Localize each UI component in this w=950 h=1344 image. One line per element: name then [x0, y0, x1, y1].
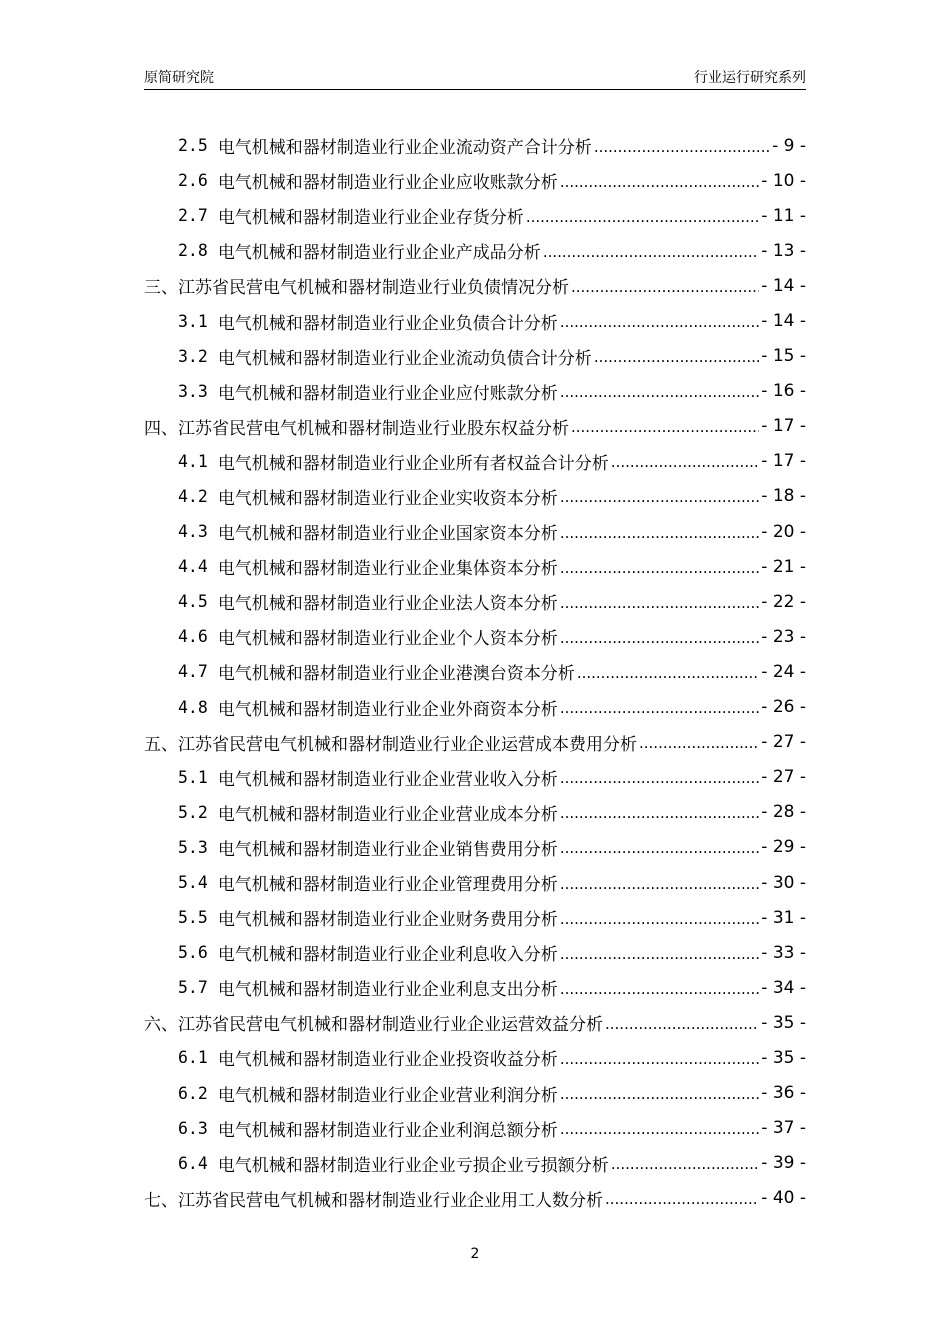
page-header: [144, 64, 806, 90]
toc-entry[interactable]: [144, 1040, 806, 1075]
toc-entry[interactable]: [144, 970, 806, 1005]
toc-entry-title: 三、江苏省民营电气机械和器材制造业行业负债情况分析: [144, 278, 569, 299]
toc-dot-leader: [560, 804, 759, 822]
toc-entry-title: 七、江苏省民营电气机械和器材制造业行业企业用工人数分析: [144, 1190, 603, 1211]
toc-entry-number: 4.5: [178, 592, 208, 612]
toc-entry-number: 3.2: [178, 346, 208, 366]
toc-entry-title: 电气机械和器材制造业行业企业港澳台资本分析: [217, 664, 575, 685]
toc-entry-title: 电气机械和器材制造业行业企业集体资本分析: [217, 559, 558, 580]
toc-entry[interactable]: [144, 409, 806, 444]
toc-dot-leader: [560, 1120, 759, 1138]
toc-entry[interactable]: [144, 303, 806, 338]
toc-entry-page: - 18 -: [761, 486, 806, 507]
toc-entry-page: - 35 -: [761, 1047, 806, 1068]
toc-entry-title: 电气机械和器材制造业行业企业负债合计分析: [217, 313, 558, 334]
toc-entry-number: 4.1: [178, 451, 208, 471]
toc-entry-number: 6.1: [178, 1048, 208, 1068]
toc-entry-number: 4.8: [178, 697, 208, 717]
toc-entry-number: 5.3: [178, 837, 208, 857]
toc-entry-number: 6.3: [178, 1118, 208, 1138]
toc-entry[interactable]: [144, 549, 806, 584]
toc-entry[interactable]: [144, 795, 806, 830]
toc-entry[interactable]: [144, 128, 806, 163]
toc-dot-leader: [560, 769, 759, 787]
toc-dot-leader: [560, 559, 759, 577]
toc-dot-leader: [571, 278, 759, 296]
toc-entry[interactable]: [144, 198, 806, 233]
toc-dot-leader: [526, 208, 759, 226]
toc-entry-title: 四、江苏省民营电气机械和器材制造业行业股东权益分析: [144, 418, 569, 439]
toc-entry-page: - 29 -: [761, 837, 806, 858]
toc-dot-leader: [560, 524, 759, 542]
toc-entry-title: 电气机械和器材制造业行业企业利润总额分析: [217, 1120, 558, 1141]
toc-entry[interactable]: [144, 1181, 806, 1216]
toc-dot-leader: [560, 699, 759, 717]
toc-entry[interactable]: [144, 268, 806, 303]
toc-entry[interactable]: [144, 374, 806, 409]
toc-entry[interactable]: [144, 1005, 806, 1040]
header-org-name: 原简研究院: [144, 70, 214, 86]
toc-entry[interactable]: [144, 1111, 806, 1146]
toc-dot-leader: [560, 1085, 759, 1103]
toc-entry[interactable]: [144, 1076, 806, 1111]
toc-entry-number: 5.1: [178, 767, 208, 787]
toc-entry-page: - 20 -: [761, 521, 806, 542]
toc-entry[interactable]: [144, 760, 806, 795]
toc-entry[interactable]: [144, 935, 806, 970]
toc-entry-page: - 22 -: [761, 591, 806, 612]
page-number: 2: [470, 1246, 480, 1262]
toc-entry-number: 5.5: [178, 908, 208, 928]
toc-entry-page: - 14 -: [761, 275, 806, 296]
toc-entry-title: 电气机械和器材制造业行业企业营业收入分析: [217, 769, 558, 790]
toc-dot-leader: [560, 1050, 759, 1068]
toc-dot-leader: [560, 488, 759, 506]
toc-entry[interactable]: [144, 900, 806, 935]
toc-dot-leader: [639, 734, 759, 752]
toc-entry-page: - 34 -: [761, 977, 806, 998]
toc-entry[interactable]: [144, 233, 806, 268]
toc-dot-leader: [543, 243, 759, 261]
toc-entry-page: - 23 -: [761, 626, 806, 647]
toc-dot-leader: [611, 1155, 759, 1173]
toc-dot-leader: [560, 594, 759, 612]
toc-entry-page: - 16 -: [761, 381, 806, 402]
toc-entry[interactable]: [144, 339, 806, 374]
toc-entry-page: - 17 -: [761, 451, 806, 472]
toc-entry-title: 电气机械和器材制造业行业企业利息支出分析: [217, 980, 558, 1001]
toc-entry-title: 电气机械和器材制造业行业企业实收资本分析: [217, 488, 558, 509]
toc-entry-title: 电气机械和器材制造业行业企业利息收入分析: [217, 945, 558, 966]
toc-entry[interactable]: [144, 865, 806, 900]
toc-dot-leader: [560, 173, 759, 191]
toc-entry-page: - 14 -: [761, 311, 806, 332]
toc-entry-number: 4.2: [178, 486, 208, 506]
toc-entry-page: - 10 -: [761, 170, 806, 191]
toc-entry-number: 2.8: [178, 241, 208, 261]
toc-dot-leader: [560, 839, 759, 857]
toc-dot-leader: [560, 629, 759, 647]
toc-entry-number: 3.1: [178, 311, 208, 331]
toc-dot-leader: [560, 875, 759, 893]
toc-entry-number: 4.3: [178, 522, 208, 542]
toc-entry-title: 电气机械和器材制造业行业企业个人资本分析: [217, 629, 558, 650]
toc-entry-number: 5.2: [178, 802, 208, 822]
toc-entry-page: - 24 -: [761, 661, 806, 682]
header-series-name: 行业运行研究系列: [694, 70, 806, 86]
toc-entry-title: 电气机械和器材制造业行业企业存货分析: [217, 208, 524, 229]
toc-entry-page: - 35 -: [761, 1012, 806, 1033]
toc-dot-leader: [605, 1190, 759, 1208]
toc-entry-title: 五、江苏省民营电气机械和器材制造业行业企业运营成本费用分析: [144, 734, 637, 755]
toc-entry-title: 电气机械和器材制造业行业企业亏损企业亏损额分析: [217, 1155, 609, 1176]
toc-entry-number: 2.5: [178, 136, 208, 156]
toc-entry[interactable]: [144, 163, 806, 198]
toc-entry-page: - 37 -: [761, 1118, 806, 1139]
toc-entry-page: - 30 -: [761, 872, 806, 893]
toc-entry-page: - 28 -: [761, 802, 806, 823]
toc-dot-leader: [605, 1015, 759, 1033]
toc-entry[interactable]: [144, 690, 806, 725]
toc-entry-number: 2.7: [178, 206, 208, 226]
toc-entry-title: 电气机械和器材制造业行业企业销售费用分析: [217, 839, 558, 860]
toc-entry-title: 电气机械和器材制造业行业企业投资收益分析: [217, 1050, 558, 1071]
toc-dot-leader: [571, 418, 759, 436]
toc-entry-title: 电气机械和器材制造业行业企业流动资产合计分析: [217, 138, 592, 159]
toc-entry-page: - 33 -: [761, 942, 806, 963]
toc-entry-page: - 9 -: [772, 135, 806, 156]
toc-dot-leader: [594, 348, 759, 366]
toc-entry[interactable]: [144, 479, 806, 514]
toc-entry[interactable]: [144, 514, 806, 549]
toc-entry-title: 电气机械和器材制造业行业企业管理费用分析: [217, 875, 558, 896]
toc-entry-number: 5.7: [178, 978, 208, 998]
toc-entry[interactable]: [144, 619, 806, 654]
toc-entry-page: - 31 -: [761, 907, 806, 928]
toc-entry-title: 电气机械和器材制造业行业企业国家资本分析: [217, 524, 558, 545]
toc-entry-page: - 26 -: [761, 697, 806, 718]
toc-entry-number: 5.6: [178, 943, 208, 963]
toc-entry-number: 3.3: [178, 381, 208, 401]
toc-entry-title: 电气机械和器材制造业行业企业法人资本分析: [217, 594, 558, 615]
toc-entry-title: 电气机械和器材制造业行业企业流动负债合计分析: [217, 348, 592, 369]
toc-entry[interactable]: [144, 584, 806, 619]
toc-entry-number: 4.6: [178, 627, 208, 647]
toc-entry-number: 4.4: [178, 557, 208, 577]
toc-entry-title: 电气机械和器材制造业行业企业所有者权益合计分析: [217, 453, 609, 474]
toc-entry-page: - 27 -: [761, 732, 806, 753]
toc-entry[interactable]: [144, 654, 806, 689]
toc-entry-number: 5.4: [178, 873, 208, 893]
toc-dot-leader: [577, 664, 759, 682]
toc-entry-page: - 40 -: [761, 1188, 806, 1209]
toc-entry-page: - 11 -: [761, 205, 806, 226]
toc-dot-leader: [560, 980, 759, 998]
toc-entry[interactable]: [144, 830, 806, 865]
toc-entry-page: - 21 -: [761, 556, 806, 577]
table-of-contents: [144, 128, 806, 1216]
toc-entry-page: - 39 -: [761, 1153, 806, 1174]
toc-entry-number: 6.2: [178, 1083, 208, 1103]
toc-entry-title: 电气机械和器材制造业行业企业营业成本分析: [217, 804, 558, 825]
toc-entry-title: 电气机械和器材制造业行业企业产成品分析: [217, 243, 541, 264]
toc-entry-page: - 27 -: [761, 767, 806, 788]
toc-dot-leader: [560, 945, 759, 963]
toc-entry-title: 电气机械和器材制造业行业企业营业利润分析: [217, 1085, 558, 1106]
toc-dot-leader: [611, 453, 759, 471]
toc-entry-number: 6.4: [178, 1153, 208, 1173]
toc-entry-title: 电气机械和器材制造业行业企业应收账款分析: [217, 173, 558, 194]
toc-entry-title: 电气机械和器材制造业行业企业外商资本分析: [217, 699, 558, 720]
toc-dot-leader: [594, 138, 770, 156]
toc-entry[interactable]: [144, 725, 806, 760]
toc-entry-number: 4.7: [178, 662, 208, 682]
toc-entry-title: 电气机械和器材制造业行业企业应付账款分析: [217, 383, 558, 404]
toc-entry-title: 电气机械和器材制造业行业企业财务费用分析: [217, 910, 558, 931]
toc-dot-leader: [560, 910, 759, 928]
toc-dot-leader: [560, 313, 759, 331]
toc-entry[interactable]: [144, 1146, 806, 1181]
toc-entry-page: - 17 -: [761, 416, 806, 437]
toc-entry-page: - 36 -: [761, 1083, 806, 1104]
toc-entry-title: 六、江苏省民营电气机械和器材制造业行业企业运营效益分析: [144, 1015, 603, 1036]
toc-entry-page: - 13 -: [761, 240, 806, 261]
toc-entry-number: 2.6: [178, 171, 208, 191]
toc-entry[interactable]: [144, 444, 806, 479]
toc-dot-leader: [560, 383, 759, 401]
toc-entry-page: - 15 -: [761, 346, 806, 367]
